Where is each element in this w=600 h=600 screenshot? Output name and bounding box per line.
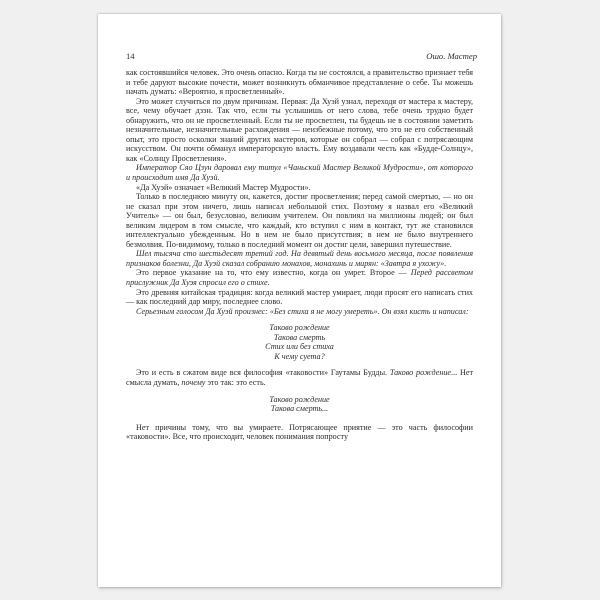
book-page	[98, 14, 501, 587]
paragraph-text: ... Нет смысла думать,	[126, 368, 473, 387]
paragraph-emphasis: Серьезным голосом Да Хуэй произнес:	[136, 306, 270, 316]
paragraph: Это древняя китайская традиция: когда великий мастер умирает, люди просят его написать стих — как последний дар миру, последнее слово.	[126, 287, 473, 307]
paragraph: как состоявшийся человек. Это очень опасно. Когда ты не состоялся, а правительство признает тебя и тебе даруют высокие почести, может возникнуть обманчивое представление о себе. Ты можешь начать думать: «Вероятно, я просветленный».	[126, 68, 473, 97]
paragraph	[126, 307, 473, 317]
paragraph-text: это так: это есть.	[205, 377, 266, 387]
poem-line: Таково рождение	[269, 323, 330, 333]
death-poem	[126, 323, 473, 361]
paragraph-emphasis: Таково рождение	[389, 368, 452, 378]
poem-line: Такова смерть...	[270, 404, 329, 414]
poem-line: К чему суета?	[274, 351, 325, 361]
paragraph: Это может случиться по двум причинам. Первая: Да Хуэй узнал, переходя от мастера к мастеру, все, чему обучает дзэн. Так что, если ты услышишь от него слова, тебе очень трудно будет обнаружить, что он не просветленный. Если ты не просветлен, ты будешь не в состоянии заметить незначительные, незначительные расхождения — неизбежные потому, что это не его собственный опыт, это просто осколки знаний других мастеров, которые он собрал — собрал с потрясающим искусством. Он почти обманул императорскую власть. Ему воздавали честь как «Будде-Солнцу», как «Солнцу Просветления».	[126, 96, 473, 163]
page-body	[126, 68, 473, 581]
poem-repeat	[126, 395, 473, 414]
paragraph-emphasis: «Без стиха я не могу умереть». Он взял кисть и написал:	[269, 306, 469, 316]
paragraph: Только в последнюю минуту он, кажется, достиг просветления; перед самой смертью, — но он не сказал при этом ничего, лишь написал небольшой стих. Поэтому я назвал его «Великий Учитель» — он был, безусловно, великим учителем. Он повлиял на миллионы людей; он был великим лидером в том смысле, что каждый, кто вступил с ним в контакт, тут же становился интеллектуально убежденным. Но в нем не было присутствия; в нем не было внутреннего безмолвия. По-видимому, только в последний момент он достиг цели, завершил путешествие.	[126, 192, 473, 249]
poem-line: Такова смерть	[273, 332, 326, 342]
paragraph-text: Это и есть в сжатом виде вся философия «таковости» Гаутамы Будды.	[136, 368, 390, 378]
paragraph	[126, 368, 473, 387]
paragraph: Император Сяо Цзун даровал ему титул «Чаньский Мастер Великой Мудрости», от которого и происходит имя Да Хуэй.	[126, 163, 473, 183]
paragraph-text: Это первое указание на то, что ему известно, когда он умрет. Второе —	[136, 268, 411, 278]
paragraph: Нет причины тому, что вы умираете. Потрясающее приятие — это часть философии «таковости». Все, что происходит, человек понимания попросту	[126, 422, 473, 442]
paragraph-emphasis: почему	[181, 377, 206, 387]
paragraph: Шел тысяча сто шестьдесят третий год. На девятый день восьмого месяца, после появления признаков болезни, Да Хуэй сказал собранию монахов, монахинь и мирян: «Завтра я ухожу».	[126, 249, 473, 268]
paragraph: «Да Хуэй» означает «Великий Мастер Мудрости».	[136, 182, 311, 192]
poem-line: Стих или без стиха	[265, 342, 334, 352]
poem-line: Таково рождение	[269, 394, 330, 404]
paragraph-emphasis: Перед рассветом прислужник Да Хуэя спросил его о стихе.	[126, 268, 473, 288]
running-title: Ошо. Мастер	[426, 51, 477, 61]
page-number: 14	[126, 51, 135, 61]
paragraph	[126, 268, 473, 287]
